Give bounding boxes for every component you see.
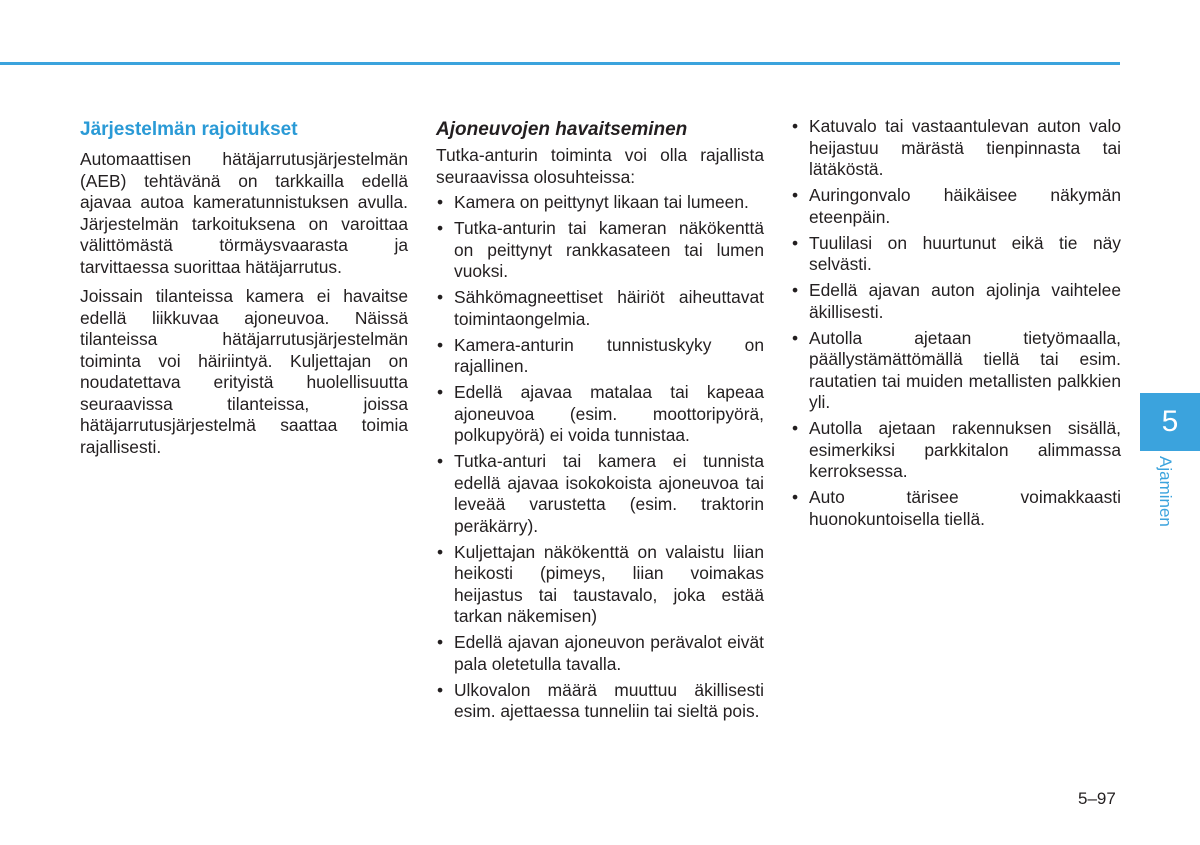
list-item: • Kuljettajan näkökenttä on valaistu liian heikosti (pimeys, liian voimakas heijastus tai taustavalo, joka estää tarkan näkemisen) — [437, 541, 764, 626]
bullet-icon: • — [437, 679, 444, 700]
list-item: • Edellä ajavan auton ajolinja vaihtelee äkillisesti. — [792, 280, 1121, 322]
list-item: • Tuulilasi on huurtunut eikä tie näy selvästi. — [792, 232, 1121, 274]
column-more-conditions — [791, 116, 1121, 535]
list-item: • Auto tärisee voimakkaasti huonokuntoisella tiellä. — [792, 487, 1121, 529]
chapter-number-tab: 5 — [1140, 393, 1200, 451]
page-number: 5–97 — [1078, 789, 1116, 808]
list-item: • Edellä ajavan ajoneuvon perävalot eivät pala oletetulla tavalla. — [437, 632, 764, 674]
list-item: • Tutka-anturi tai kamera ei tunnista edellä ajavaa isokokoista ajoneuvoa tai leveää varustetta (esim. traktorin peräkärry). — [437, 451, 764, 536]
bullet-icon: • — [437, 451, 444, 471]
bullet-icon: • — [792, 327, 799, 348]
intro-paragraph: Tutka-anturin toiminta voi olla rajallista seuraavissa olosuhteissa: — [436, 145, 764, 187]
bullet-icon: • — [792, 280, 799, 300]
bullet-icon: • — [437, 632, 444, 652]
bullet-icon: • — [437, 382, 444, 402]
paragraph: Joissain tilanteissa kamera ei havaitse edellä liikkuvaa ajoneuvoa. Näissä tilanteissa hätäjarrutusjärjestelmän toiminta voi häiriintyä. Kuljettajan on noudatettava erityistä huolellisuutta seuraavissa tilanteissa, joissa hätäjarrutusjärjestelmä saattaa toimia rajallisesti. — [80, 286, 408, 457]
list-item: • Auringonvalo häikäisee näkymän eteenpäin. — [792, 185, 1121, 227]
bullet-icon: • — [437, 192, 444, 212]
list-item: • Tutka-anturin tai kameran näkökenttä on peittynyt rankkasateen tai lumen vuoksi. — [437, 218, 764, 281]
list-item: • Kamera-anturin tunnistuskyky on rajallinen. — [437, 334, 764, 376]
list-item: • Autolla ajetaan tietyömaalla, päällystämättömällä tiellä tai esim. rautatien tai muiden metallisten palkkien yli. — [792, 327, 1121, 412]
column-limitations — [80, 116, 408, 466]
list-item: • Ulkovalon määrä muuttuu äkillisesti esim. ajettaessa tunneliin tai sieltä pois. — [437, 679, 764, 721]
bullet-icon: • — [792, 116, 799, 136]
list-item: • Edellä ajavaa matalaa tai kapeaa ajoneuvoa (esim. moottoripyörä, polkupyörä) ei voida tunnistaa. — [437, 382, 764, 445]
subsection-heading: Ajoneuvojen havaitseminen — [436, 119, 688, 140]
bullet-icon: • — [437, 541, 444, 562]
bullet-icon: • — [792, 232, 799, 253]
bullet-icon: • — [437, 218, 444, 238]
top-rule — [0, 62, 1120, 65]
list-item: • Katuvalo tai vastaantulevan auton valo heijastuu märästä tienpinnasta tai lätäköstä. — [792, 116, 1121, 179]
condition-list — [791, 116, 1121, 530]
bullet-icon: • — [792, 487, 799, 507]
paragraph: Automaattisen hätäjarrutusjärjestelmän (AEB) tehtävänä on tarkkailla edellä ajavaa autoa kameratunnistuksen avulla. Järjestelmän tarkoituksena on varoittaa välittömästä törmäysvaarasta ja tarvittaessa suorittaa hätäjarrutus. — [80, 149, 408, 277]
column-vehicle-detection — [436, 116, 764, 727]
condition-list — [436, 192, 764, 723]
list-item: • Sähkömagneettiset häiriöt aiheuttavat toimintaongelmia. — [437, 287, 764, 329]
bullet-icon: • — [792, 185, 799, 205]
chapter-label: Ajaminen — [1156, 456, 1175, 527]
section-heading: Järjestelmän rajoitukset — [80, 119, 298, 140]
list-item: • Autolla ajetaan rakennuksen sisällä, esimerkiksi parkkitalon alimmassa kerroksessa. — [792, 418, 1121, 481]
bullet-icon: • — [437, 287, 444, 307]
bullet-icon: • — [792, 418, 799, 438]
list-item: • Kamera on peittynyt likaan tai lumeen. — [437, 192, 749, 212]
bullet-icon: • — [437, 334, 444, 355]
